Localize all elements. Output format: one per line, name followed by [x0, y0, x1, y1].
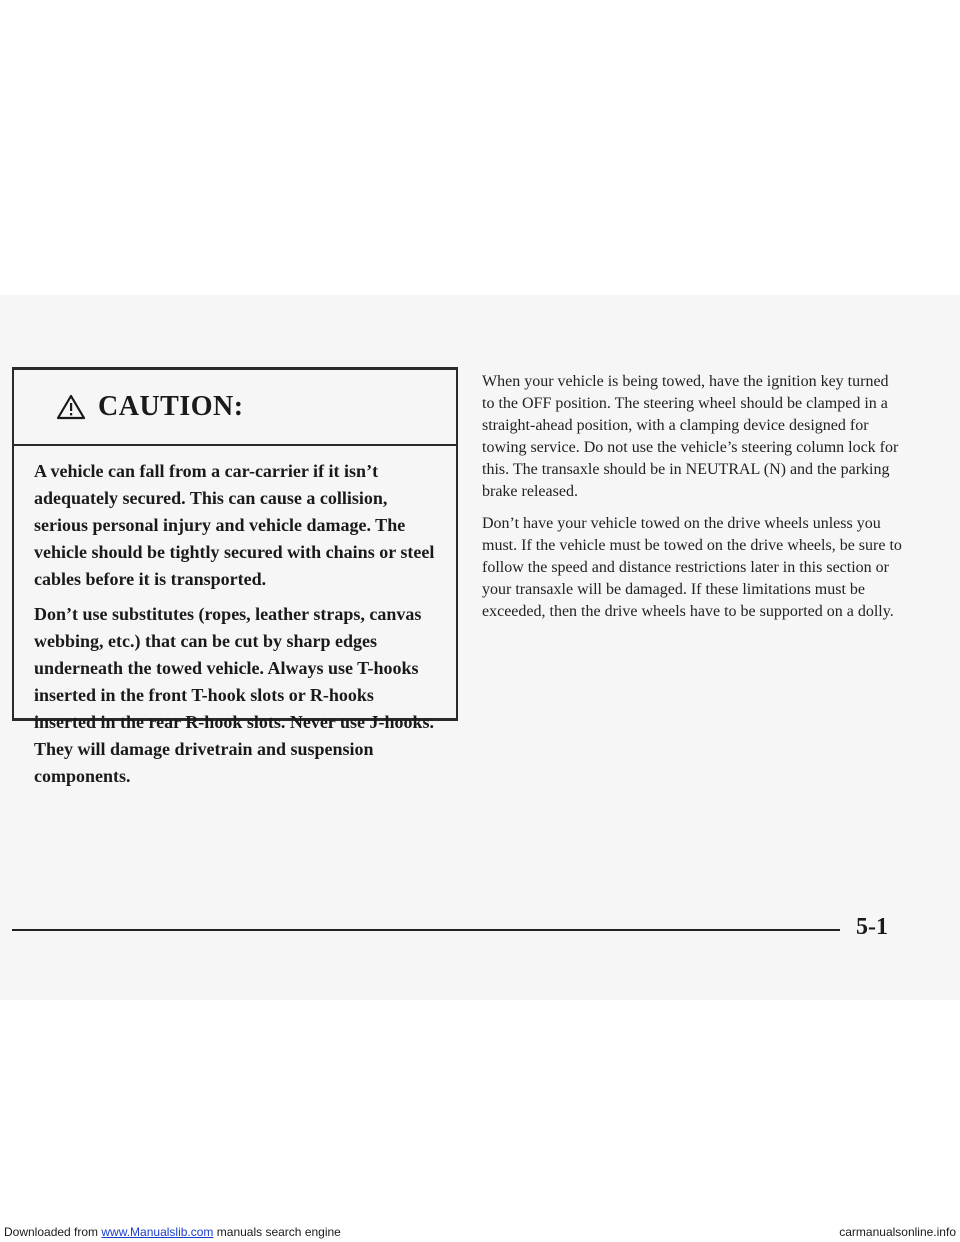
warning-triangle-icon: [56, 394, 86, 420]
caution-title: CAUTION:: [98, 391, 244, 422]
caution-text: [34, 458, 439, 798]
body-text: [482, 371, 902, 633]
body-paragraph: When your vehicle is being towed, have the ignition key turned to the OFF position. The steering wheel should be clamped in a straight-ahead position, with a clamping device designed for towing service. Do not use the vehicle’s steering column lock for this. The transaxle should be in NEUTRAL (N) and the parking brake released.: [482, 373, 899, 500]
download-prefix: Downloaded from: [4, 1225, 102, 1239]
page-number: 5-1: [856, 914, 888, 940]
footer-rule: [12, 929, 840, 931]
download-source: [4, 1223, 341, 1242]
manualslib-link[interactable]: www.Manualslib.com: [101, 1225, 214, 1239]
caution-paragraph: A vehicle can fall from a car-carrier if it isn’t adequately secured. This can cause a collision, serious personal injury and vehicle damage. The vehicle should be tightly secured with chains or steel cables before it is transported.: [34, 461, 435, 589]
download-bar: [0, 1223, 960, 1242]
body-paragraph: Don’t have your vehicle towed on the drive wheels unless you must. If the vehicle must be towed on the drive wheels, be sure to follow the speed and distance restrictions later in this section or your transaxle will be damaged. If these limitations must be exceeded, then the drive wheels have to be supported on a dolly.: [482, 515, 902, 620]
caution-paragraph: Don’t use substitutes (ropes, leather straps, canvas webbing, etc.) that can be cut by sharp edges underneath the towed vehicle. Always use T-hooks inserted in the front T-hook slots or R-hooks inserted in the rear R-hook slots. Never use J-hooks. They will damage drivetrain and suspension components.: [34, 604, 434, 786]
download-suffix: manuals search engine: [213, 1225, 341, 1239]
site-watermark: carmanualsonline.info: [839, 1225, 956, 1239]
caution-box: [12, 367, 458, 786]
caution-header: [14, 370, 456, 446]
